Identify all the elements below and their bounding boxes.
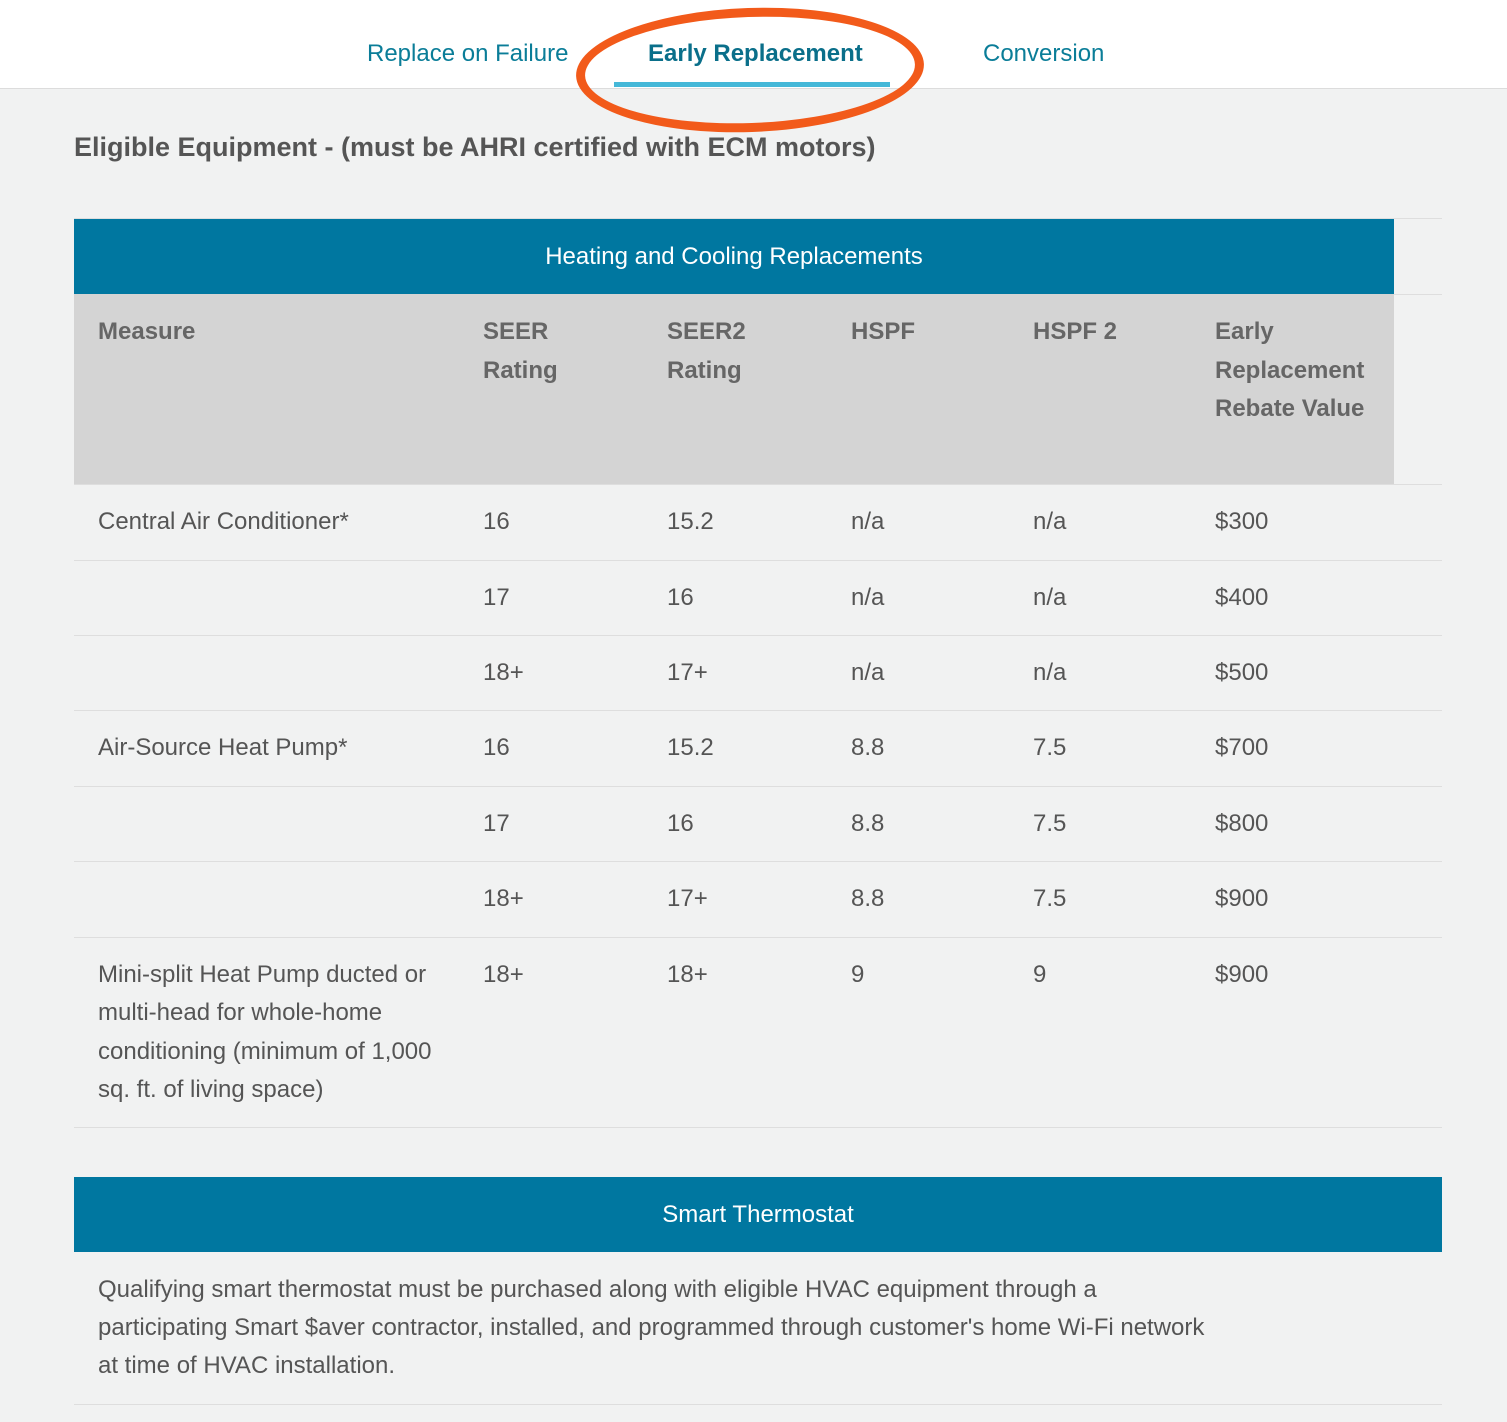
cell-seer2: 16 (667, 584, 694, 611)
divider (74, 1404, 1442, 1405)
header-seer2: SEER2 Rating (667, 318, 746, 384)
tab-replace-on-failure[interactable]: Replace on Failure (367, 40, 569, 67)
cell-seer2: 15.2 (667, 734, 714, 761)
cell-hspf2: 7.5 (1033, 810, 1067, 837)
cell-seer2: 17+ (667, 659, 708, 686)
table-title: Heating and Cooling Replacements (545, 242, 923, 270)
cell-measure: Air-Source Heat Pump* (98, 734, 348, 761)
header-hspf: HSPF (851, 318, 916, 345)
cell-seer2: 16 (667, 810, 694, 837)
cell-seer: 17 (483, 810, 510, 837)
cell-hspf2: 7.5 (1033, 734, 1067, 761)
thermostat-title: Smart Thermostat (662, 1200, 854, 1228)
cell-rebate: $900 (1215, 961, 1269, 988)
cell-seer: 16 (483, 508, 510, 535)
cell-seer2: 18+ (667, 961, 708, 988)
cell-seer2: 17+ (667, 885, 708, 912)
cell-hspf2: 9 (1033, 961, 1047, 988)
thermostat-banner (74, 1177, 1442, 1252)
header-hspf2: HSPF 2 (1033, 318, 1118, 345)
divider (74, 635, 1442, 636)
cell-measure: Mini-split Heat Pump ducted or multi-head for whole-home conditioning (minimum of 1,000 sq. ft. of living space) (98, 961, 432, 1103)
cell-hspf: n/a (851, 508, 885, 535)
cell-seer2: 15.2 (667, 508, 714, 535)
header-seer: SEER Rating (483, 318, 558, 384)
tab-early-replacement[interactable]: Early Replacement (648, 40, 863, 67)
cell-seer: 18+ (483, 961, 524, 988)
cell-hspf: 8.8 (851, 885, 885, 912)
cell-hspf: n/a (851, 584, 885, 611)
page-title: Eligible Equipment - (must be AHRI certified with ECM motors) (74, 132, 876, 162)
cell-hspf: 8.8 (851, 810, 885, 837)
cell-hspf: n/a (851, 659, 885, 686)
divider (74, 484, 1442, 485)
divider (74, 1127, 1442, 1128)
cell-rebate: $500 (1215, 659, 1269, 686)
divider (74, 937, 1442, 938)
cell-seer: 17 (483, 584, 510, 611)
cell-rebate: $700 (1215, 734, 1269, 761)
cell-hspf: 9 (851, 961, 865, 988)
cell-rebate: $400 (1215, 584, 1269, 611)
header-measure: Measure (98, 318, 196, 345)
cell-seer: 16 (483, 734, 510, 761)
cell-seer: 18+ (483, 885, 524, 912)
divider (74, 560, 1442, 561)
cell-hspf2: 7.5 (1033, 885, 1067, 912)
table-title-banner (74, 219, 1394, 294)
cell-seer: 18+ (483, 659, 524, 686)
cell-hspf2: n/a (1033, 584, 1067, 611)
tab-conversion[interactable]: Conversion (983, 40, 1105, 67)
header-rebate: Early Replacement Rebate Value (1215, 318, 1365, 422)
cell-hspf: 8.8 (851, 734, 885, 761)
cell-measure: Central Air Conditioner* (98, 508, 349, 535)
divider (74, 861, 1442, 862)
divider (74, 786, 1442, 787)
divider (74, 710, 1442, 711)
cell-hspf2: n/a (1033, 508, 1067, 535)
cell-rebate: $800 (1215, 810, 1269, 837)
cell-rebate: $900 (1215, 885, 1269, 912)
cell-rebate: $300 (1215, 508, 1269, 535)
cell-hspf2: n/a (1033, 659, 1067, 686)
thermostat-note: Qualifying smart thermostat must be purchased along with eligible HVAC equipment through a participating Smart $aver contractor, installed, and programmed through customer's home Wi-Fi network at time of HVAC installation. (98, 1276, 1205, 1379)
